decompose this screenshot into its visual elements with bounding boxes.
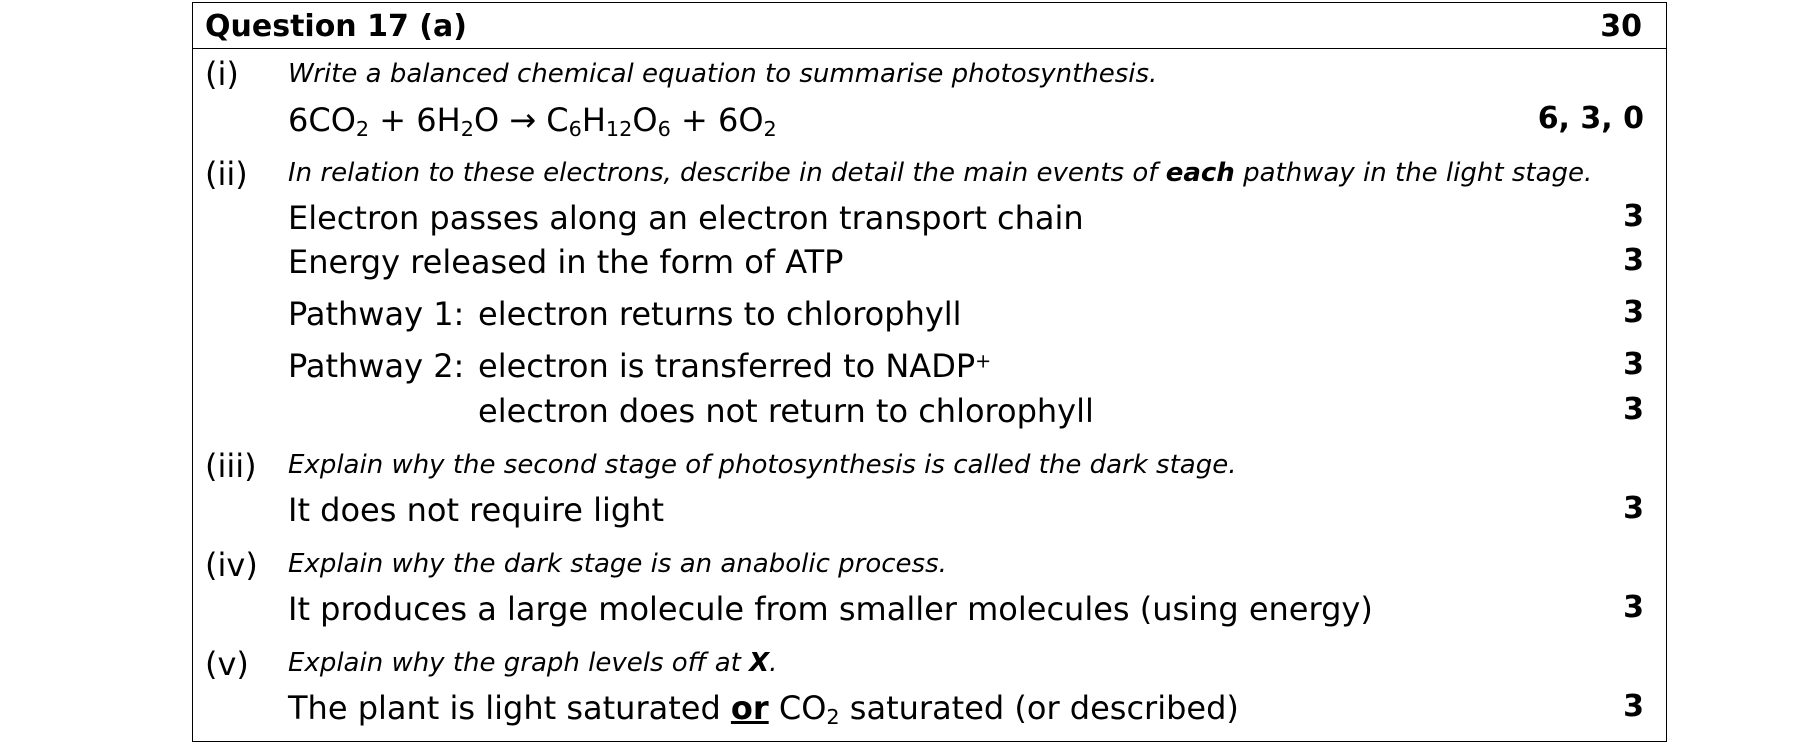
- mark-ii-1: 3: [1623, 199, 1644, 234]
- pathway-2-text-1: electron is transferred to NADP+: [478, 347, 992, 385]
- answer-v: The plant is light saturated or $CO_2$ saturated (or described): [288, 689, 1239, 730]
- question-v: Explain why the graph levels off at X.: [288, 648, 778, 678]
- part-label-i: (i): [205, 55, 239, 93]
- mark-iv: 3: [1623, 590, 1644, 625]
- pathway-1-label: Pathway 1:: [288, 295, 465, 333]
- question-ii-emphasis: each: [1165, 158, 1235, 188]
- mark-ii-2: 3: [1623, 243, 1644, 278]
- pathway-2-text-2: electron does not return to chlorophyll: [478, 392, 1094, 430]
- mark-pathway-1: 3: [1623, 295, 1644, 330]
- question-i: Write a balanced chemical equation to summarise photosynthesis.: [288, 59, 1158, 89]
- marks-i: 6, 3, 0: [1537, 101, 1644, 136]
- marking-scheme-table: [192, 2, 1667, 742]
- pathway-1-text: electron returns to chlorophyll: [478, 295, 962, 333]
- part-label-ii: (ii): [205, 155, 248, 193]
- answer-iii: It does not require light: [288, 491, 665, 529]
- question-iv: Explain why the dark stage is an anabolic process.: [288, 549, 947, 579]
- question-v-emphasis: X: [749, 648, 770, 678]
- answer-iv: It produces a large molecule from smaller molecules (using energy): [288, 590, 1373, 628]
- question-iii: Explain why the second stage of photosynthesis is called the dark stage.: [288, 450, 1237, 480]
- answer-v-or: or: [730, 689, 769, 727]
- mark-pathway-2-1: 3: [1623, 347, 1644, 382]
- question-ii: In relation to these electrons, describe in detail the main events of each pathway in the light stage.: [288, 158, 1593, 188]
- part-label-iii: (iii): [205, 447, 257, 485]
- pathway-2-label: Pathway 2:: [288, 347, 465, 385]
- equation-i: $6CO_2 + 6H_2O \to C_6H_{12}O_6 + 6O_2$: [288, 101, 777, 142]
- answer-ii-2: Energy released in the form of ATP: [288, 243, 844, 281]
- table-header: [193, 3, 1666, 49]
- question-title: Question 17 (a): [205, 9, 467, 44]
- total-marks: 30: [1600, 9, 1642, 44]
- answer-ii-1: Electron passes along an electron transport chain: [288, 199, 1084, 237]
- part-label-v: (v): [205, 645, 249, 683]
- mark-v: 3: [1623, 689, 1644, 724]
- part-label-iv: (iv): [205, 546, 258, 584]
- mark-iii: 3: [1623, 491, 1644, 526]
- mark-pathway-2-2: 3: [1623, 392, 1644, 427]
